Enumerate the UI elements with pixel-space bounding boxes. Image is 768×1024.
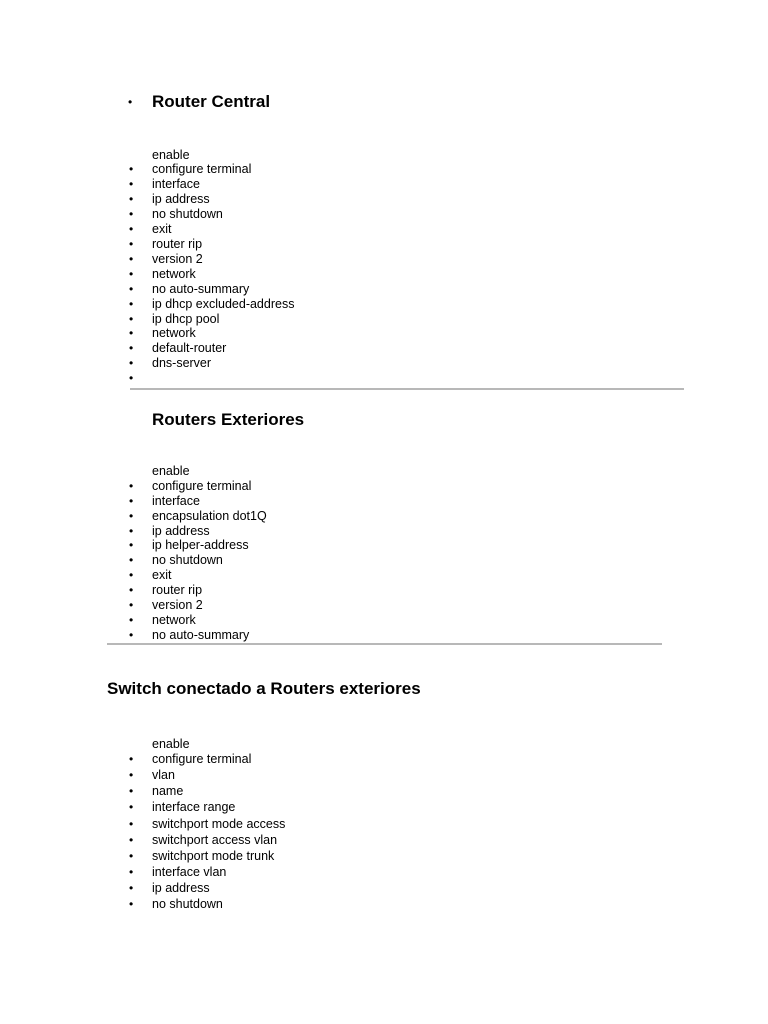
list-item [129, 508, 267, 524]
list-item-label: ip address [152, 881, 210, 896]
bullet-dot: • [129, 371, 134, 386]
bullet-dot: • [129, 816, 134, 831]
bullet-dot: • [129, 881, 134, 896]
bullet-dot: • [129, 865, 134, 880]
bullet-dot: • [129, 553, 134, 568]
section-heading: Router Central [152, 92, 271, 111]
bullet-dot: • [129, 191, 134, 206]
list-item [129, 865, 227, 880]
bullet-dot: • [129, 311, 134, 326]
list-item-label: configure terminal [152, 162, 252, 176]
list-item [129, 266, 196, 282]
list-item [129, 341, 227, 356]
bullet-dot: • [129, 296, 134, 311]
list-item [129, 881, 210, 896]
list-item [129, 568, 172, 583]
bullet-dot: • [129, 597, 134, 612]
list-item-label: network [152, 326, 196, 341]
bullet-dot: • [129, 538, 134, 553]
list-item-label: dns-server [152, 356, 212, 371]
list-item [129, 627, 250, 643]
section-heading: Switch conectado a Routers exteriores [107, 679, 421, 698]
bullet-dot: • [129, 251, 134, 266]
bullet-dot: • [129, 897, 134, 912]
list-item [129, 356, 212, 371]
list-item-label: no shutdown [152, 206, 223, 221]
list-item [129, 523, 210, 539]
horizontal-divider [107, 643, 662, 645]
list-item-label: no auto-summary [152, 281, 250, 296]
list-item-label: ip address [152, 523, 210, 538]
bullet-dot: • [129, 236, 134, 251]
list-item [129, 800, 236, 815]
list-item [129, 479, 252, 494]
list-item [129, 206, 223, 222]
bullet-dot: • [129, 582, 134, 597]
list-item-label: interface [152, 493, 200, 508]
list-item-label: ip helper-address [152, 538, 249, 553]
list-item-label: switchport mode access [152, 816, 286, 831]
bullet-dot: • [129, 523, 134, 538]
list-item [129, 162, 252, 177]
list-item-label: switchport mode trunk [152, 848, 275, 863]
bullet-dot: • [129, 221, 134, 236]
list-item [129, 752, 252, 767]
bullet-dot: • [129, 206, 134, 221]
list-item-label: default-router [152, 341, 227, 356]
bullet-dot: • [129, 612, 134, 627]
list-item [129, 236, 203, 252]
list-item [129, 553, 223, 568]
list-item-label: no shutdown [152, 897, 223, 912]
list-item-label: ip dhcp pool [152, 311, 220, 326]
list-item-label: exit [152, 221, 172, 236]
list-item-label: no shutdown [152, 553, 223, 568]
list-item-label: exit [152, 568, 172, 583]
bullet-dot: • [129, 326, 134, 341]
list-item [129, 311, 220, 327]
list-item [129, 191, 210, 207]
list-lead-item: enable [152, 148, 190, 162]
list-item [129, 326, 196, 341]
list-item-label: network [152, 612, 196, 627]
bullet-dot: • [128, 95, 133, 109]
list-item [129, 221, 172, 237]
bullet-dot: • [129, 848, 134, 863]
list-item-label: switchport access vlan [152, 832, 278, 847]
list-item [129, 612, 196, 628]
list-item [129, 296, 295, 312]
bullet-dot: • [129, 568, 134, 583]
list-item [129, 848, 275, 864]
bullet-dot: • [129, 784, 134, 799]
list-item [129, 281, 250, 297]
list-item-label: configure terminal [152, 479, 252, 493]
list-item [129, 176, 200, 192]
list-item [129, 784, 184, 799]
list-item [129, 493, 200, 509]
list-item [129, 597, 203, 613]
bullet-dot: • [129, 176, 134, 191]
list-item-label: encapsulation dot1Q [152, 508, 267, 523]
list-item [129, 832, 278, 848]
section-heading: Routers Exteriores [152, 410, 305, 429]
bullet-dot: • [129, 493, 134, 508]
bullet-dot: • [129, 832, 134, 847]
bullet-dot: • [129, 508, 134, 523]
list-item-label: version 2 [152, 597, 203, 612]
list-item [129, 816, 286, 832]
bullet-dot: • [129, 752, 134, 766]
list-item-label: configure terminal [152, 752, 252, 766]
list-lead-item: enable [152, 464, 190, 478]
bullet-dot: • [129, 479, 134, 493]
list-item [129, 538, 249, 553]
list-item-label: interface vlan [152, 865, 227, 880]
list-item-label: version 2 [152, 251, 203, 266]
bullet-dot: • [129, 162, 134, 176]
bullet-dot: • [129, 341, 134, 356]
list-item-label: ip address [152, 191, 210, 206]
list-item-label: router rip [152, 582, 203, 597]
list-item-label: vlan [152, 768, 175, 783]
list-item [129, 768, 175, 783]
bullet-dot: • [129, 627, 134, 642]
list-item [129, 582, 203, 598]
bullet-dot: • [129, 768, 134, 783]
bullet-dot: • [129, 266, 134, 281]
list-item-label: interface [152, 176, 200, 191]
list-item-label: router rip [152, 236, 203, 251]
bullet-dot: • [129, 800, 134, 815]
list-item [129, 251, 203, 267]
list-item-label: no auto-summary [152, 627, 250, 642]
bullet-dot: • [129, 356, 134, 371]
list-item-label: ip dhcp excluded-address [152, 296, 295, 311]
horizontal-divider [130, 388, 684, 390]
list-item-label: interface range [152, 800, 236, 815]
bullet-dot: • [129, 281, 134, 296]
list-item-label: name [152, 784, 184, 799]
list-item-label: network [152, 266, 196, 281]
list-item [129, 897, 223, 912]
list-lead-item: enable [152, 737, 190, 751]
